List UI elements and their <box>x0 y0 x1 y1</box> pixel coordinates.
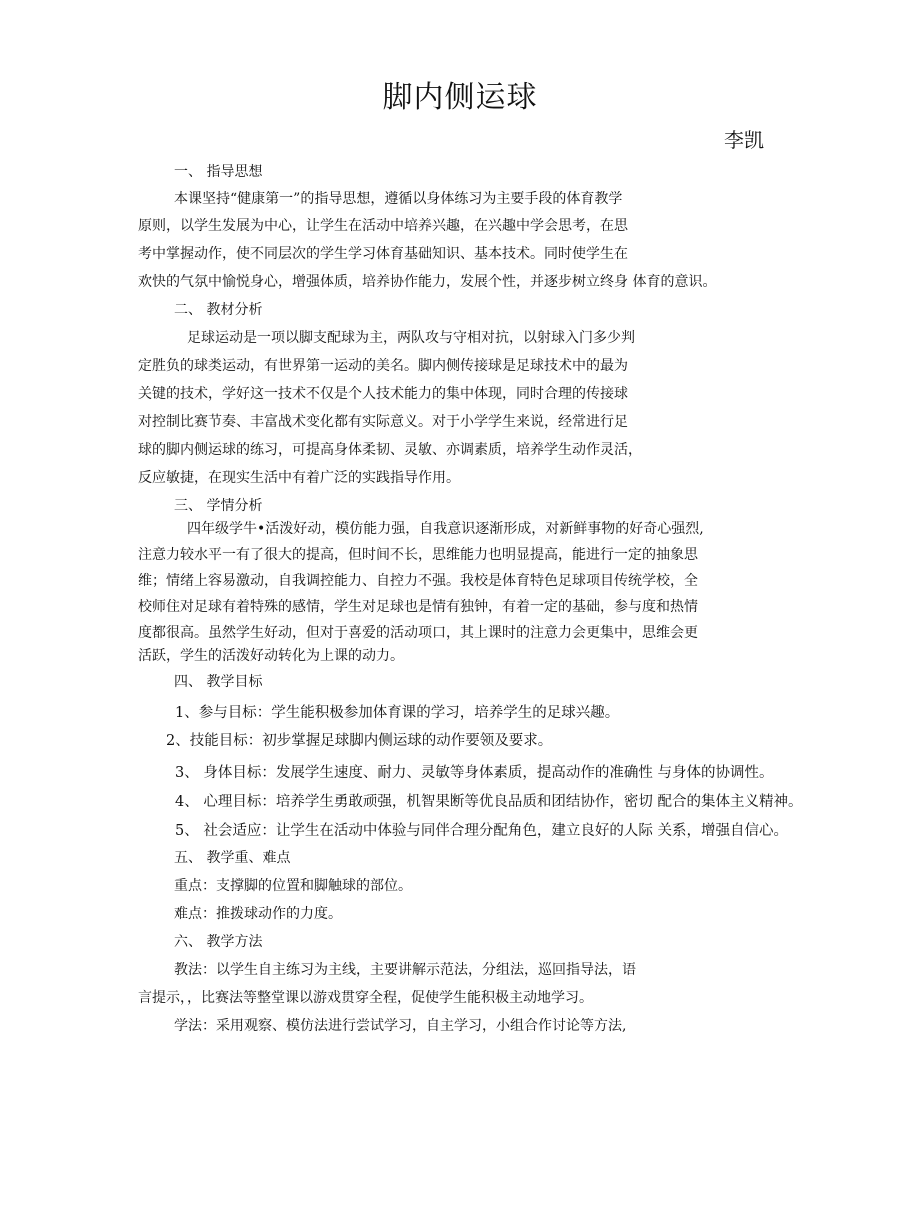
document-title: 脚内侧运球 <box>382 80 538 115</box>
section-heading-student-analysis: 三、 学情分析 <box>174 498 263 514</box>
goal-item: 2、技能目标：初步掌握足球脚内侧运球的动作要领及要求。 <box>166 733 553 749</box>
paragraph-line: 对控制比赛节奏、丰富战术变化都有实际意义。对于小学学生来说，经常进行足 <box>138 414 628 430</box>
goal-item: 1、参与目标：学生能积极参加体育课的学习，培养学生的足球兴趣。 <box>175 705 620 721</box>
section-heading-teaching-methods: 六、 教学方法 <box>174 934 263 950</box>
section-heading-teaching-goals: 四、 教学目标 <box>174 674 263 690</box>
paragraph-line: 关键的技术，学好这一技术不仅是个人技术能力的集中体现，同时合理的传接球 <box>138 386 628 402</box>
paragraph-line: 重点：支撑脚的位置和脚触球的部位。 <box>174 878 412 894</box>
paragraph-line: 考中掌握动作，使不同层次的学生学习体育基础知识、基本技术。同时使学生在 <box>138 246 628 262</box>
paragraph-line: 校师住对足球有着特殊的感情，学生对足球也是情有独钟，有着一定的基础，参与度和热情 <box>138 599 698 615</box>
paragraph-line: 学法：采用观察、模仿法进行尝试学习，自主学习，小组合作讨论等方法, <box>174 1018 627 1034</box>
paragraph-line: 欢快的气氛中愉悦身心，增强体质，培养协作能力，发展个性，并逐步树立终身 体育的意识。 <box>138 274 717 290</box>
paragraph-line: 度都很高。虽然学生好动，但对于喜爱的活动项口，其上课时的注意力会更集中，思维会更 <box>138 625 698 641</box>
paragraph-line: 难点：推拨球动作的力度。 <box>174 906 342 922</box>
paragraph-line: 本课坚持“健康第一”的指导思想，遵循以身体练习为主要手段的体育教学 <box>174 191 623 207</box>
document-author: 李凯 <box>724 128 764 152</box>
paragraph-line: 原则，以学生发展为中心，让学生在活动中培养兴趣，在兴趣中学会思考，在思 <box>138 218 628 234</box>
section-heading-key-points: 五、 教学重、难点 <box>174 850 291 866</box>
paragraph-line: 活跃，学生的活泼好动转化为上课的动力。 <box>138 648 404 664</box>
paragraph-line: 维；情绪上容易激动，自我调控能力、自控力不强。我校是体育特色足球项目传统学校，全 <box>138 573 698 589</box>
goal-item: 4、 心理目标：培养学生勇敢顽强，机智果断等优良品质和团结协作，密切 配合的集体主义精神。 <box>175 794 803 810</box>
section-heading-guiding-thought: 一、 指导思想 <box>174 164 263 180</box>
paragraph-line: 教法：以学生自主练习为主线，主要讲解示范法，分组法，巡回指导法，语 <box>174 962 636 978</box>
section-heading-material-analysis: 二、 教材分析 <box>174 302 263 318</box>
paragraph-line: 言提示，，比赛法等整堂课以游戏贯穿全程，促使学生能积极主动地学习。 <box>138 990 593 1006</box>
paragraph-line: 球的脚内侧运球的练习，可提高身体柔韧、灵敏、亦调素质，培养学生动作灵活， <box>138 442 642 458</box>
paragraph-line: 注意力较水平一有了很大的提高，但时间不长，思维能力也明显提高，能进行一定的抽象思 <box>138 547 698 563</box>
paragraph-line: 四年级学牛•活泼好动，模仿能力强，自我意识逐渐形成，对新鲜事物的好奇心强烈, <box>187 521 704 537</box>
goal-item: 3、 身体目标：发展学生速度、耐力、灵敏等身体素质，提高动作的准确性 与身体的协调性。 <box>175 765 774 781</box>
paragraph-line: 反应敏捷，在现实生活中有着广泛的实践指导作用。 <box>138 470 460 486</box>
paragraph-line: 足球运动是一项以脚支配球为主，两队攻与守相对抗，以射球入门多少判 <box>187 330 635 346</box>
goal-item: 5、 社会适应：让学生在活动中体验与同伴合理分配角色，建立良好的人际 关系，增强自信心。 <box>175 823 788 839</box>
paragraph-line: 定胜负的球类运动，有世界第一运动的美名。脚内侧传接球是足球技术中的最为 <box>138 358 628 374</box>
